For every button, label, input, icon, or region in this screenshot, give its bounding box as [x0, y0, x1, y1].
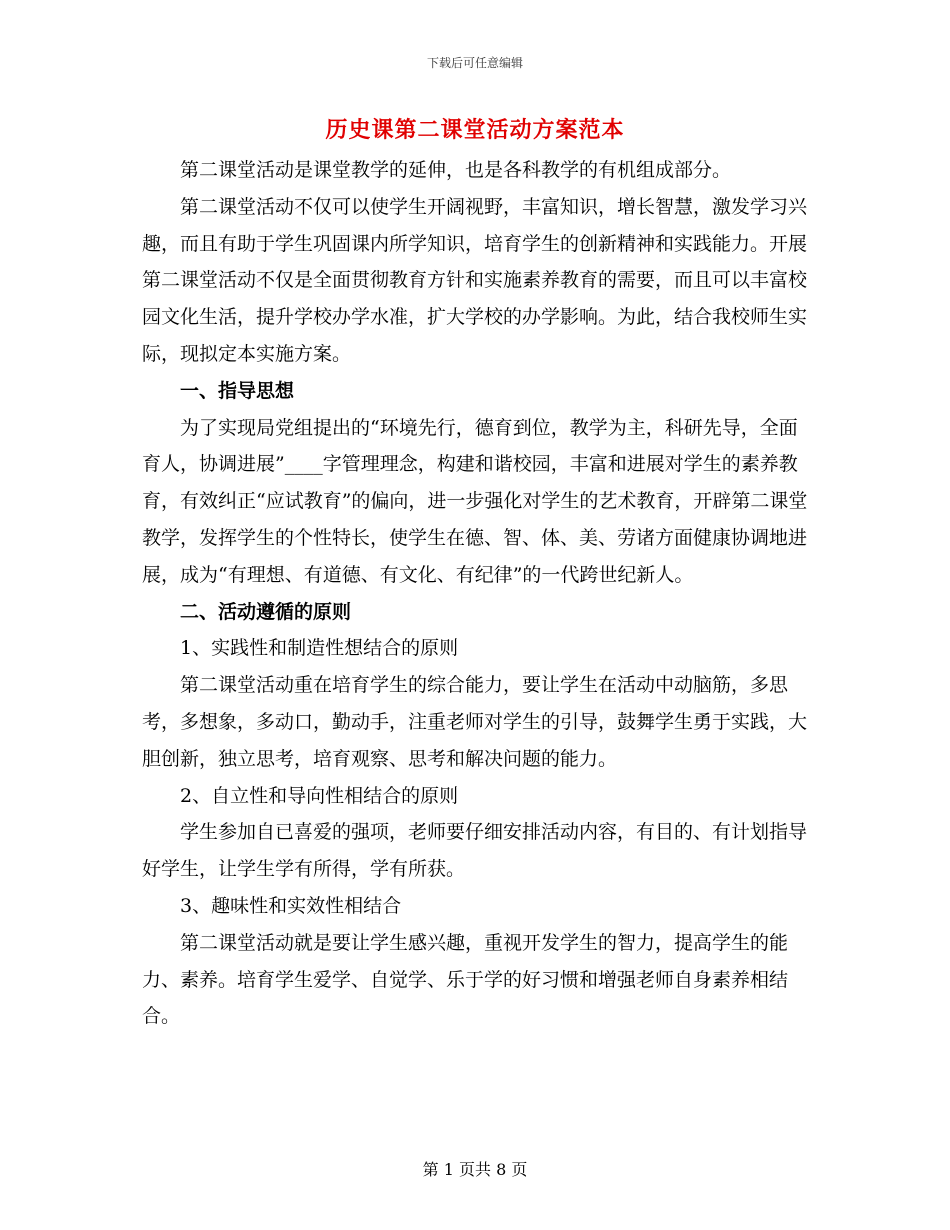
body-paragraph: 3、趣味性和实效性相结合 — [180, 894, 402, 917]
body-paragraph: 第二课堂活动是课堂教学的延伸，也是各科教学的有机组成部分。 — [180, 159, 732, 181]
body-paragraph: 2、自立性和导向性相结合的原则 — [180, 784, 459, 807]
body-paragraph: 为了实现局党组提出的“环境先行，德育到位，教学为主，科研先导，全面育人，协调进展”____字管理理念，构建和谐校园，丰富和进展对学生的素养教育，有效纠正“应试教育”的偏向，进一步强化对学生的艺术教育，开辟第二课堂教学，发挥学生的个性特长，使学生在德、智、体、美、劳诸方面健康协调地进展，成为“有理想、有道德、有文化、有纪律”的一代跨世纪新人。 — [142, 416, 808, 586]
section-heading: 二、活动遵循的原则 — [180, 600, 352, 623]
header-note: 下载后可任意编辑 — [426, 56, 523, 70]
page-footer: 第 1 页共 8 页 — [422, 1160, 528, 1179]
body-paragraph: 第二课堂活动重在培育学生的综合能力，要让学生在活动中动脑筋，多思考，多想象，多动口，勤动手，注重老师对学生的引导，鼓舞学生勇于实践，大胆创新，独立思考，培育观察、思考和解决问题的能力。 — [142, 674, 808, 770]
body-paragraph: 1、实践性和制造性想结合的原则 — [180, 637, 459, 660]
body-paragraph: 学生参加自已喜爱的强项，老师要仔细安排活动内容，有目的、有计划指导好学生，让学生学有所得，学有所获。 — [142, 821, 808, 881]
document-title: 历史课第二课堂活动方案范本 — [325, 117, 625, 143]
document-body — [142, 152, 808, 1035]
body-paragraph: 第二课堂活动就是要让学生感兴趣，重视开发学生的智力，提高学生的能力、素养。培育学生爱学、自觉学、乐于学的好习惯和增强老师自身素养相结合。 — [142, 931, 789, 1028]
body-paragraph: 第二课堂活动不仅可以使学生开阔视野，丰富知识，增长智慧，激发学习兴趣，而且有助于学生巩固课内所学知识，培育学生的创新精神和实践能力。开展第二课堂活动不仅是全面贯彻教育方针和实施素养教育的需要，而且可以丰富校园文化生活，提升学校办学水准，扩大学校的办学影响。为此，结合我校师生实际，现拟定本实施方案。 — [142, 195, 808, 365]
section-heading: 一、指导思想 — [180, 379, 295, 402]
